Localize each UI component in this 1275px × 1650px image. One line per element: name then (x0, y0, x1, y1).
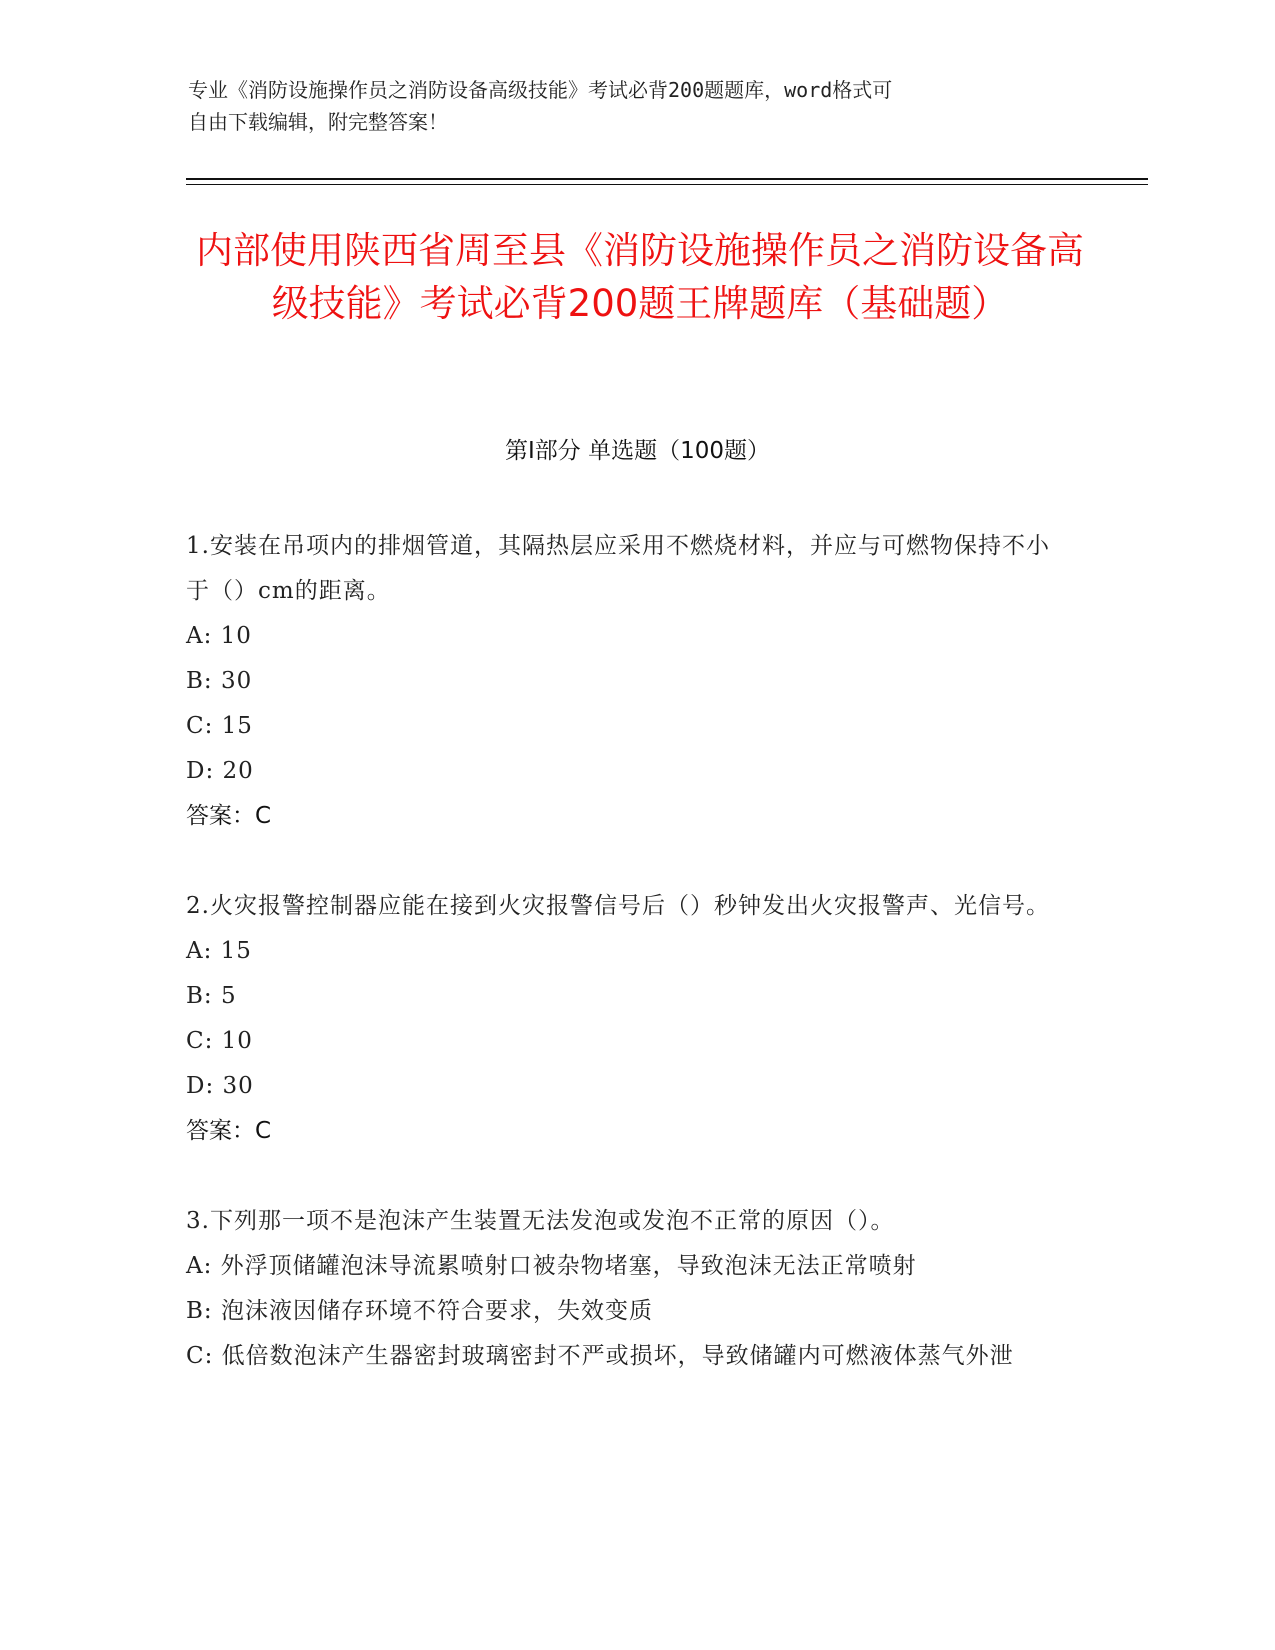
question-2 (186, 884, 1066, 1154)
header-divider-thin (186, 184, 1148, 185)
option-c: C: 低倍数泡沫产生器密封玻璃密封不严或损坏，导致储罐内可燃液体蒸气外泄 (186, 1343, 1014, 1369)
option-c: C: 10 (186, 1028, 253, 1054)
question-stem: 2.火灾报警控制器应能在接到火灾报警信号后（）秒钟发出火灾报警声、光信号。 (186, 893, 1050, 919)
option-a: A: 外浮顶储罐泡沫导流累喷射口被杂物堵塞，导致泡沫无法正常喷射 (186, 1253, 917, 1279)
question-stem: 1.安装在吊项内的排烟管道，其隔热层应采用不燃烧材料，并应与可燃物保持不小于（）cm的距离。 (186, 533, 1050, 604)
document-title: 内部使用陕西省周至县《消防设施操作员之消防设备高级技能》考试必背200题王牌题库（基础题） (196, 229, 1084, 325)
option-b: B: 泡沫液因储存环境不符合要求，失效变质 (186, 1298, 653, 1324)
question-1 (186, 524, 1066, 839)
answer: 答案：C (186, 1118, 272, 1144)
option-a: A: 10 (186, 623, 252, 649)
option-c: C: 15 (186, 713, 253, 739)
option-a: A: 15 (186, 938, 252, 964)
question-3 (186, 1199, 1066, 1379)
question-stem: 3.下列那一项不是泡沫产生装置无法发泡或发泡不正常的原因（）。 (186, 1208, 895, 1234)
header-note: 专业《消防设施操作员之消防设备高级技能》考试必背200题题库，word格式可 自由下载编辑，附完整答案！ (188, 78, 893, 134)
answer: 答案：C (186, 803, 272, 829)
option-b: B: 5 (186, 983, 237, 1009)
section-heading: 第Ⅰ部分 单选题（100题） (505, 438, 770, 464)
header-divider-thick (186, 178, 1148, 180)
option-d: D: 20 (186, 758, 254, 784)
question-list (186, 524, 1066, 1424)
option-b: B: 30 (186, 668, 253, 694)
option-d: D: 30 (186, 1073, 254, 1099)
